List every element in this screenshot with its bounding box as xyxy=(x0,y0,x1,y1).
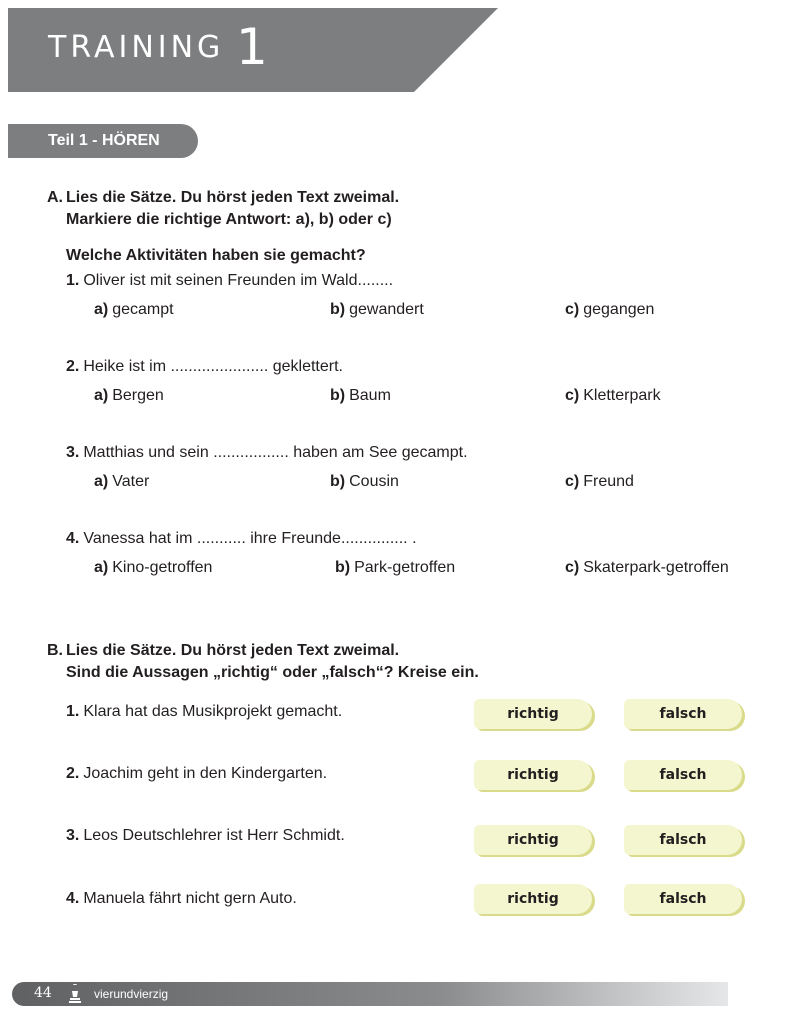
page-footer xyxy=(12,982,728,1006)
option-c[interactable] xyxy=(565,559,729,577)
option-key: b) xyxy=(330,387,346,404)
statement-text: Leos Deutschlehrer ist Herr Schmidt. xyxy=(83,827,345,844)
option-a[interactable] xyxy=(94,559,212,577)
part-b-instruction xyxy=(47,640,479,684)
option-key: c) xyxy=(565,559,580,576)
training-number: 1 xyxy=(236,18,268,76)
option-key: b) xyxy=(330,473,346,490)
option-a[interactable] xyxy=(94,301,174,319)
question-number: 3. xyxy=(66,444,80,461)
option-key: c) xyxy=(565,301,580,318)
option-c[interactable] xyxy=(565,473,634,491)
part-b-letter: B. xyxy=(47,642,63,659)
option-a[interactable] xyxy=(94,387,164,405)
statement-text: Joachim geht in den Kindergarten. xyxy=(83,765,328,782)
question-number: 1. xyxy=(66,272,80,289)
chess-piece-icon xyxy=(66,984,84,1009)
option-text: gecampt xyxy=(112,301,174,318)
falsch-button[interactable]: falsch xyxy=(624,825,742,855)
option-text: Baum xyxy=(349,387,391,404)
part-a-prompt: Welche Aktivitäten haben sie gemacht? xyxy=(66,247,366,264)
option-text: Park-getroffen xyxy=(354,559,456,576)
option-text: Vater xyxy=(112,473,150,490)
statement-1 xyxy=(66,703,342,721)
question-2 xyxy=(66,358,343,376)
option-b[interactable] xyxy=(335,559,455,577)
part-a-instruction-line1: Lies die Sätze. Du hörst jeden Text zweimal. xyxy=(66,189,400,206)
question-number: 2. xyxy=(66,358,80,375)
option-text: gewandert xyxy=(349,301,424,318)
option-text: Skaterpark-getroffen xyxy=(583,559,729,576)
option-key: b) xyxy=(330,301,346,318)
statement-number: 1. xyxy=(66,703,80,720)
option-key: c) xyxy=(565,473,580,490)
falsch-button[interactable]: falsch xyxy=(624,699,742,729)
option-key: a) xyxy=(94,473,109,490)
option-text: Cousin xyxy=(349,473,399,490)
option-a[interactable] xyxy=(94,473,149,491)
richtig-button[interactable]: richtig xyxy=(474,884,592,914)
question-text: Matthias und sein ................. haben am See gecampt. xyxy=(83,444,468,461)
question-text: Heike ist im ...................... geklettert. xyxy=(83,358,343,375)
statement-number: 2. xyxy=(66,765,80,782)
option-key: a) xyxy=(94,559,109,576)
option-text: Kletterpark xyxy=(583,387,661,404)
option-text: Bergen xyxy=(112,387,164,404)
page-number-word: vierundvierzig xyxy=(94,987,169,1001)
falsch-button[interactable]: falsch xyxy=(624,884,742,914)
part-a-letter: A. xyxy=(47,189,63,206)
question-number: 4. xyxy=(66,530,80,547)
part-a-instruction-line2: Markiere die richtige Antwort: a), b) oder c) xyxy=(66,211,392,228)
option-b[interactable] xyxy=(330,301,424,319)
option-c[interactable] xyxy=(565,387,661,405)
title-banner xyxy=(8,8,498,92)
option-text: Kino-getroffen xyxy=(112,559,213,576)
richtig-button[interactable]: richtig xyxy=(474,699,592,729)
question-4 xyxy=(66,530,417,548)
question-3 xyxy=(66,444,468,462)
statement-number: 3. xyxy=(66,827,80,844)
statement-4 xyxy=(66,890,297,908)
richtig-button[interactable]: richtig xyxy=(474,825,592,855)
option-text: Freund xyxy=(583,473,634,490)
page-number: 44 xyxy=(34,985,52,1001)
statement-3 xyxy=(66,827,345,845)
page-title: TRAINING xyxy=(48,30,225,65)
question-1 xyxy=(66,272,393,290)
question-text: Vanessa hat im ........... ihre Freunde............... . xyxy=(83,530,417,547)
falsch-button[interactable]: falsch xyxy=(624,760,742,790)
option-key: b) xyxy=(335,559,351,576)
statement-2 xyxy=(66,765,327,783)
part-b-instruction-line1: Lies die Sätze. Du hörst jeden Text zweimal. xyxy=(66,642,400,659)
option-b[interactable] xyxy=(330,473,399,491)
statement-text: Klara hat das Musikprojekt gemacht. xyxy=(83,703,343,720)
option-key: a) xyxy=(94,301,109,318)
question-text: Oliver ist mit seinen Freunden im Wald........ xyxy=(83,272,394,289)
option-key: c) xyxy=(565,387,580,404)
richtig-button[interactable]: richtig xyxy=(474,760,592,790)
statement-number: 4. xyxy=(66,890,80,907)
statement-text: Manuela fährt nicht gern Auto. xyxy=(83,890,297,907)
part-b-instruction-line2: Sind die Aussagen „richtig“ oder „falsch“? Kreise ein. xyxy=(66,664,479,681)
option-b[interactable] xyxy=(330,387,391,405)
section-label: Teil 1 - HÖREN xyxy=(8,124,198,158)
option-key: a) xyxy=(94,387,109,404)
option-c[interactable] xyxy=(565,301,654,319)
part-a-instruction xyxy=(47,187,400,231)
option-text: gegangen xyxy=(583,301,655,318)
